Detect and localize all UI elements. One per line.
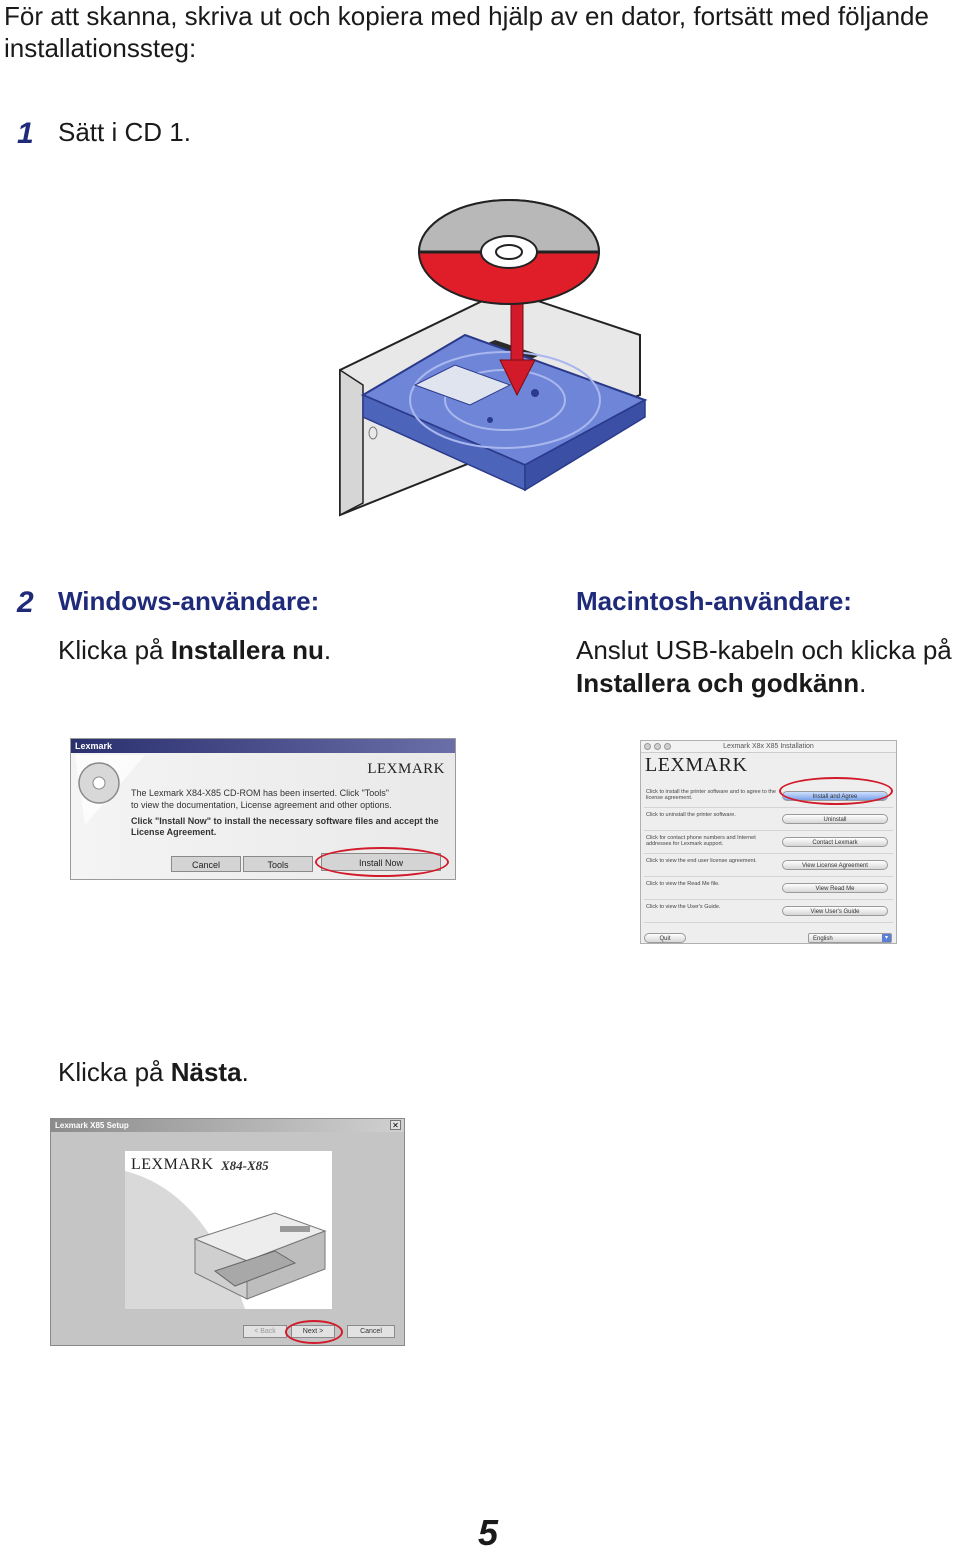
dialog-line-4: License Agreement. [131,827,217,837]
install-now-button[interactable]: Install Now [321,853,441,871]
step-1-text: Sätt i CD 1. [58,117,191,147]
lexmark-logo: LEXMARK [367,761,445,777]
uninstall-button[interactable]: Uninstall [782,814,888,824]
mac-row-readme: Click to view the Read Me file. View Read Me [644,878,893,900]
zoom-dot-icon[interactable] [664,743,671,750]
quit-button[interactable]: Quit [644,933,686,943]
windows-dialog-title: Lexmark [71,739,455,753]
windows-install-dialog [70,738,456,880]
dialog-line-1: The Lexmark X84-X85 CD-ROM has been inserted. Click "Tools" [131,788,389,798]
mac-row-install: Click to install the printer software and to agree to the license agreement. Install and Agree [644,786,893,808]
mac-dialog-title: Lexmark X8x X85 Installation [641,741,896,753]
view-users-guide-button[interactable]: View User's Guide [782,906,888,916]
step-1-number: 1 [17,117,34,150]
mac-install-dialog [640,740,897,944]
setup-splash [125,1151,332,1309]
highlight-ring [315,847,449,877]
mac-instruction: Anslut USB-kabeln och klicka på Installera och godkänn. [576,635,952,698]
step-2-number: 2 [17,586,34,619]
back-button[interactable]: < Back [243,1325,287,1338]
model-label: X84-X85 [221,1158,269,1173]
windows-instruction: Klicka på Installera nu. [58,635,332,665]
dropdown-arrow-icon: ▾ [882,934,891,942]
setup-dialog-title: Lexmark X85 Setup ✕ [51,1119,404,1132]
close-icon[interactable]: ✕ [390,1120,401,1130]
view-readme-button[interactable]: View Read Me [782,883,888,893]
intro-text: För att skanna, skriva ut och kopiera med hjälp av en dator, fortsätt med följande installationssteg: [4,1,929,63]
view-license-button[interactable]: View License Agreement [782,860,888,870]
page-number: 5 [478,1512,499,1553]
tools-button[interactable]: Tools [243,856,313,872]
contact-lexmark-button[interactable]: Contact Lexmark [782,837,888,847]
mac-row-license: Click to view the end user license agreement. View License Agreement [644,855,893,877]
windows-heading: Windows-användare: [58,586,320,616]
language-select[interactable]: English ▾ [808,933,892,943]
mac-heading: Macintosh-användare: [576,586,852,616]
minimize-dot-icon[interactable] [654,743,661,750]
setup-dialog [50,1118,405,1346]
dialog-line-2: to view the documentation, License agreement and other options. [131,800,392,810]
mac-row-guide: Click to view the User's Guide. View User's Guide [644,901,893,923]
highlight-ring [285,1320,343,1344]
printer-illustration [125,1151,332,1309]
cd-insert-illustration [335,195,655,525]
next-instruction: Klicka på Nästa. [58,1057,249,1087]
install-and-agree-button[interactable]: Install and Agree [782,791,888,801]
cancel-setup-button[interactable]: Cancel [347,1325,395,1338]
cancel-button[interactable]: Cancel [171,856,241,872]
close-dot-icon[interactable] [644,743,651,750]
mac-row-uninstall: Click to uninstall the printer software. Uninstall [644,809,893,831]
next-button[interactable]: Next > [291,1325,335,1338]
highlight-ring [779,777,893,805]
lexmark-logo: LEXMARK [131,1156,214,1173]
dialog-line-3: Click "Install Now" to install the necessary software files and accept the [131,816,439,826]
mac-row-contact: Click for contact phone numbers and Internet addresses for Lexmark support. Contact Lexmark [644,832,893,854]
lexmark-logo: LEXMARK [645,754,748,776]
